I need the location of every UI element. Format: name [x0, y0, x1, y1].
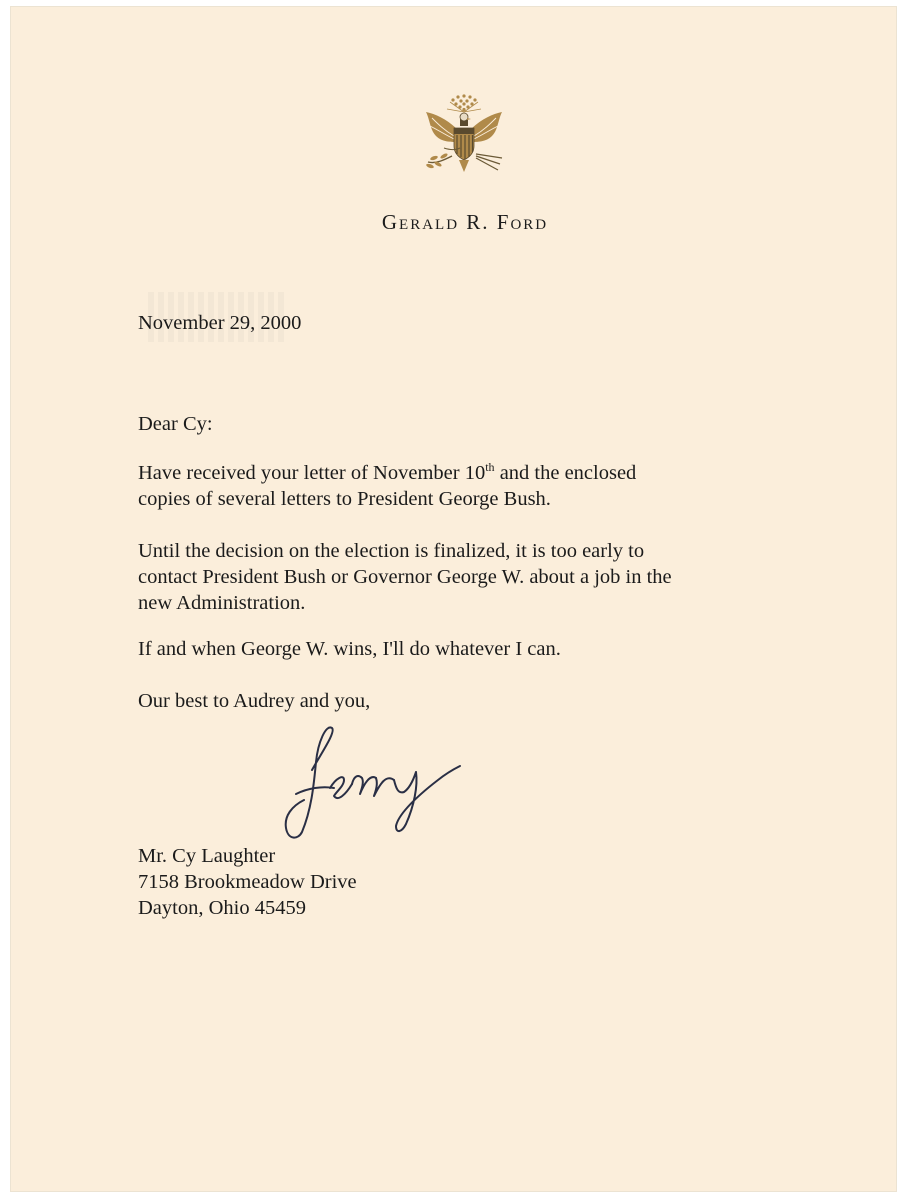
- paragraph-2-line-2: contact President Bush or Governor George W. about a job in the: [138, 566, 672, 588]
- paragraph-1-line-1: Have received your letter of November 10th and the enclosed: [138, 460, 637, 484]
- signature-jerry: [278, 722, 468, 852]
- paragraph-2-line-1: Until the decision on the election is finalized, it is too early to: [138, 540, 645, 562]
- closing: Our best to Audrey and you,: [138, 690, 371, 712]
- salutation: Dear Cy:: [138, 413, 213, 435]
- paragraph-3: If and when George W. wins, I'll do whatever I can.: [138, 638, 561, 660]
- paragraph-1-line-2: copies of several letters to President George Bush.: [138, 488, 551, 510]
- recipient-city: Dayton, Ohio 45459: [138, 897, 306, 919]
- paragraph-2: [138, 538, 672, 616]
- presidential-seal-icon: [414, 90, 514, 190]
- letter-date: November 29, 2000: [138, 312, 302, 334]
- recipient-street: 7158 Brookmeadow Drive: [138, 871, 357, 893]
- letterhead-name: Gerald R. Ford: [381, 210, 549, 234]
- paragraph-2-line-3: new Administration.: [138, 592, 306, 614]
- paragraph-1: [138, 460, 636, 512]
- recipient-name: Mr. Cy Laughter: [138, 845, 276, 867]
